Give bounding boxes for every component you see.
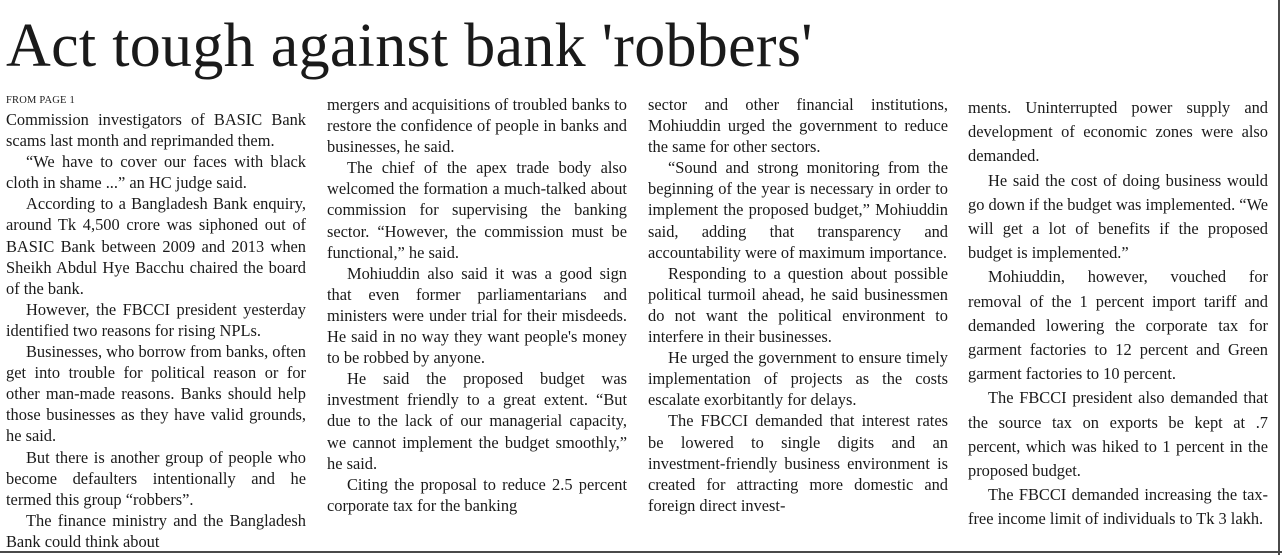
column-1-paragraph: “We have to cover our faces with black cloth in shame ...” an HC judge said.: [6, 152, 306, 193]
column-3-paragraph: sector and other financial institutions, Mohiuddin urged the government to reduce the same for other sectors.: [648, 95, 948, 157]
column-3-paragraph: He urged the government to ensure timely implementation of projects as the costs escalate exorbitantly for delays.: [648, 348, 948, 410]
column-4-paragraph: He said the cost of doing business would go down if the budget was implemented. “We will get a lot of benefits if the proposed budget is implemented.”: [968, 170, 1268, 263]
column-1-paragraph: However, the FBCCI president yesterday identified two reasons for rising NPLs.: [6, 299, 306, 340]
page-border-right: [1278, 0, 1280, 555]
column-4-paragraph: Mohiuddin, however, vouched for removal of the 1 percent import tariff and demanded lowering the corporate tax for garment factories to 12 percent and Green garment factories to 10 percent.: [968, 267, 1268, 384]
column-1-paragraph: But there is another group of people who become defaulters intentionally and he termed this group “robbers”.: [6, 447, 306, 509]
article-headline: Act tough against bank 'robbers': [6, 12, 813, 80]
column-2-paragraph: mergers and acquisitions of troubled banks to restore the confidence of people in banks and businesses, he said.: [327, 95, 627, 157]
column-1-paragraph: The finance ministry and the Bangladesh Bank could think about: [6, 510, 306, 551]
column-4-paragraph: ments. Uninterrupted power supply and development of economic zones were also demanded.: [968, 98, 1268, 166]
column-2-paragraph: He said the proposed budget was investment friendly to a great extent. “But due to the lack of our managerial capacity, we cannot implement the budget smoothly,” he said.: [327, 369, 627, 473]
article-column-1: [6, 94, 306, 552]
column-3-paragraph: The FBCCI demanded that interest rates be lowered to single digits and an investment-friendly business environment is created for attracting more domestic and foreign direct invest-: [648, 411, 948, 515]
column-3-paragraph: Responding to a question about possible political turmoil ahead, he said businessmen do not want the political environment to interfere in their businesses.: [648, 263, 948, 347]
column-1-paragraph: Commission investigators of BASIC Bank scams last month and reprimanded them.: [6, 110, 306, 151]
column-3-paragraph: “Sound and strong monitoring from the beginning of the year is necessary in order to implement the proposed budget,” Mohiuddin said, adding that transparency and accountability were of maximum importance.: [648, 158, 948, 262]
column-2-paragraph: Citing the proposal to reduce 2.5 percent corporate tax for the banking: [327, 474, 627, 515]
column-4-paragraph: The FBCCI demanded increasing the tax-free income limit of individuals to Tk 3 lakh.: [968, 485, 1268, 529]
column-1-paragraph: Businesses, who borrow from banks, often get into trouble for political reason or for other man-made reasons. Banks should help those businesses as they have valid grounds, he said.: [6, 342, 306, 446]
column-4-paragraph: The FBCCI president also demanded that the source tax on exports be kept at .7 percent, which was hiked to 1 percent in the proposed budget.: [968, 388, 1268, 481]
article-column-2: [327, 94, 627, 552]
column-2-paragraph: The chief of the apex trade body also welcomed the formation a much-talked about commission for supervising the banking sector. “However, the commission must be functional,” he said.: [327, 158, 627, 262]
column-2-paragraph: Mohiuddin also said it was a good sign that even former parliamentarians and ministers were under trial for their misdeeds. He said in no way they want people's money to be robbed by anyone.: [327, 263, 627, 368]
article-column-3: [648, 94, 948, 552]
jump-label: FROM PAGE 1: [6, 95, 75, 106]
column-1-paragraph: According to a Bangladesh Bank enquiry, around Tk 4,500 crore was siphoned out of BASIC Bank between 2009 and 2013 when Sheikh Abdul Hye Bacchu chaired the board of the bank.: [6, 194, 306, 298]
article-column-4: [968, 96, 1268, 554]
